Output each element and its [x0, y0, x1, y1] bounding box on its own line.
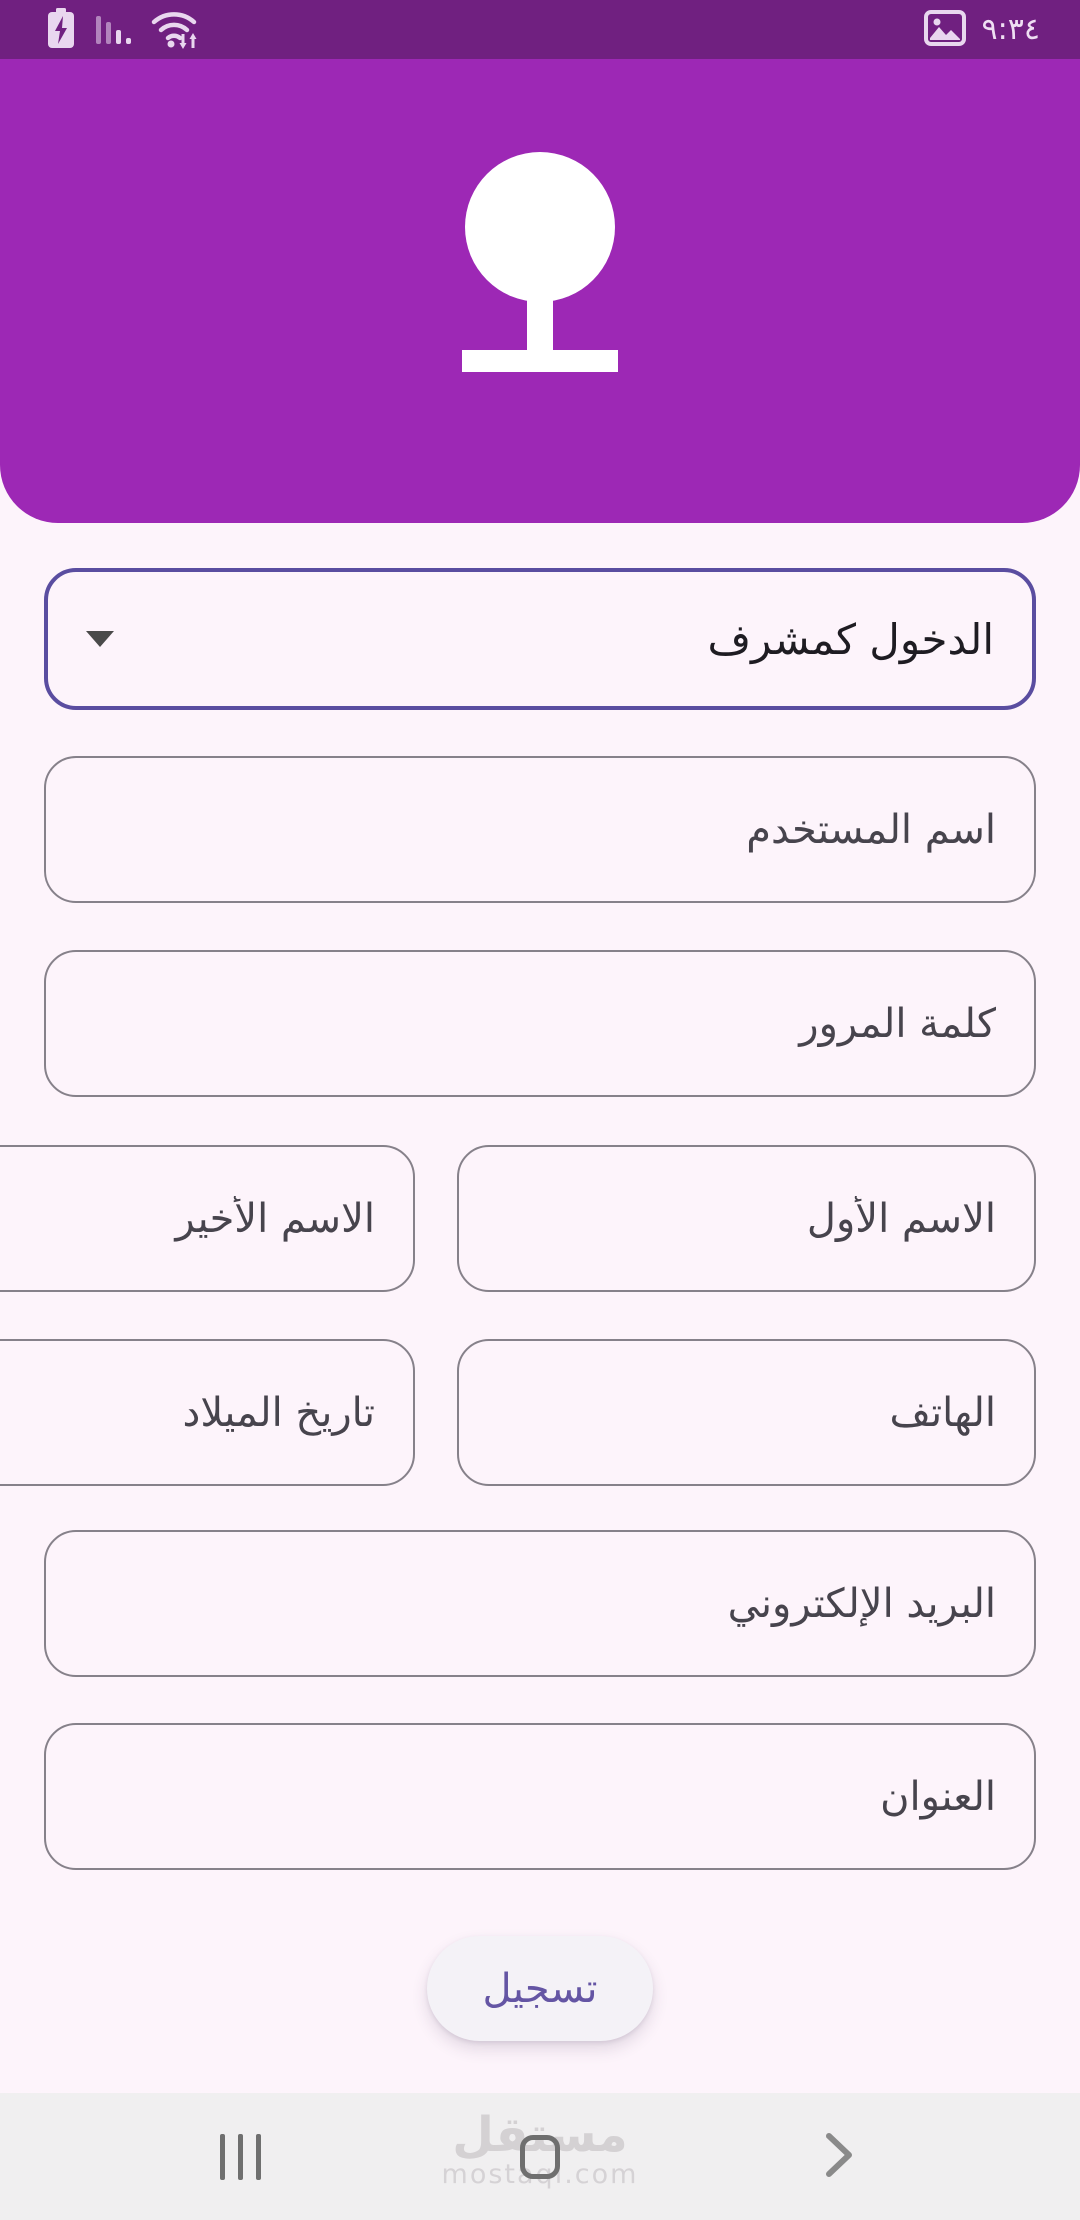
home-button[interactable] [480, 2093, 600, 2220]
app-header [0, 59, 1080, 523]
birth-date-field[interactable] [0, 1339, 415, 1486]
name-row [44, 1145, 1036, 1292]
battery-charging-icon [44, 8, 78, 52]
email-field[interactable] [44, 1530, 1036, 1677]
last-name-input[interactable] [0, 1196, 375, 1242]
address-input[interactable] [84, 1774, 996, 1820]
password-field[interactable] [44, 950, 1036, 1097]
username-input[interactable] [84, 807, 996, 853]
watermark-title: مستقل [452, 2107, 628, 2163]
pin-avatar-stem [527, 300, 553, 350]
status-bar [0, 0, 1080, 59]
pin-avatar-icon [462, 152, 618, 372]
first-name-field[interactable] [457, 1145, 1036, 1292]
birth-date-input[interactable] [0, 1390, 375, 1436]
home-icon [520, 2135, 560, 2179]
recents-icon [220, 2134, 261, 2180]
back-icon [825, 2132, 855, 2182]
phone-input[interactable] [497, 1390, 996, 1436]
caret-down-icon [86, 631, 114, 647]
password-input[interactable] [84, 1001, 996, 1047]
phone-field[interactable] [457, 1339, 1036, 1486]
status-bar-left-icons [44, 7, 202, 53]
phone-birth-row [44, 1339, 1036, 1486]
registration-form [0, 523, 1080, 2041]
signal-strength-icon [94, 8, 134, 52]
watermark-domain: mostaql.com [441, 2159, 639, 2190]
back-button[interactable] [780, 2093, 900, 2220]
login-role-dropdown[interactable] [44, 568, 1036, 710]
first-name-input[interactable] [497, 1196, 996, 1242]
register-button[interactable]: تسجيل [427, 1936, 653, 2041]
login-role-value: الدخول كمشرف [707, 614, 994, 664]
pin-avatar-base [462, 350, 618, 372]
username-field[interactable] [44, 756, 1036, 903]
email-input[interactable] [84, 1581, 996, 1627]
clock-time: ٩:٣٤ [981, 12, 1040, 47]
address-field[interactable] [44, 1723, 1036, 1870]
last-name-field[interactable] [0, 1145, 415, 1292]
wifi-icon [150, 7, 202, 53]
recents-button[interactable] [180, 2093, 300, 2220]
navigation-bar [0, 2093, 1080, 2220]
pin-avatar-circle [465, 152, 615, 302]
status-bar-right [924, 10, 1040, 50]
picture-icon [924, 10, 966, 50]
